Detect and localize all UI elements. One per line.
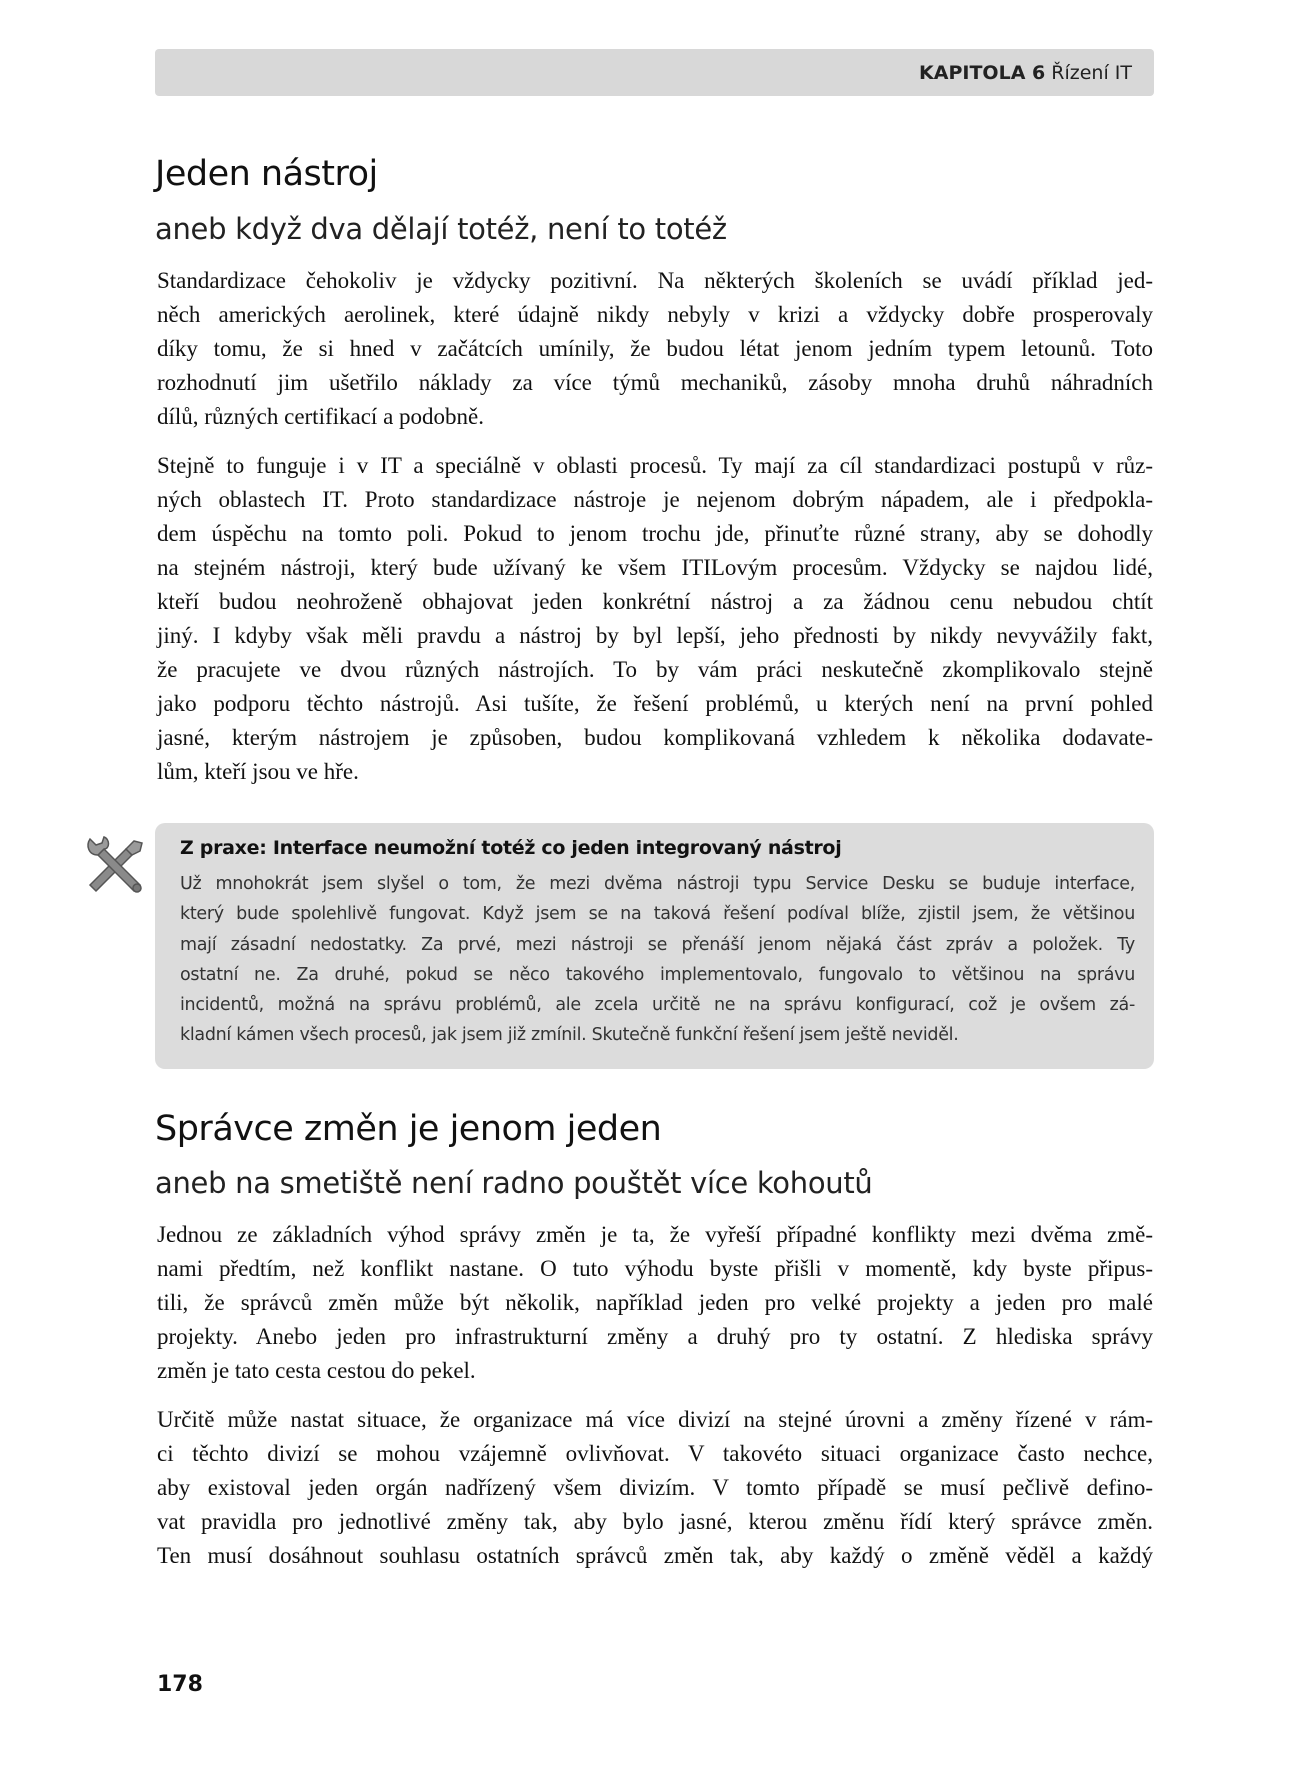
text-line: Už mnohokrát jsem slyšel o tom, že mezi dvěma nástroji typu Service Desku se buduje interface, [180, 874, 1135, 894]
callout-body [180, 869, 1135, 1051]
text-line: změn je tato cesta cestou do pekel. [157, 1358, 476, 1383]
paragraph-urcite-muze-nastat [157, 1403, 1153, 1573]
text-line: Jednou ze základních výhod správy změn je ta, že vyřeší případné konflikty mezi dvěma změ- [157, 1222, 1153, 1247]
running-header [155, 49, 1154, 96]
page-number: 178 [157, 1672, 203, 1697]
text-line: incidentů, možná na správu problémů, ale zcela určitě ne na správu konfigurací, což je ovšem zá- [180, 995, 1135, 1016]
section-subtitle-spravce-zmen: aneb na smetiště není radno pouštět více kohoutů [155, 1166, 873, 1200]
paragraph-jednou-ze-zakladnich [157, 1218, 1153, 1388]
paragraph-standardizace [157, 264, 1153, 434]
text-line: aby existoval jeden orgán nadřízený všem divizím. V tomto případě se musí pečlivě defino- [157, 1475, 1153, 1500]
text-line: dílů, různých certifikací a podobně. [157, 404, 484, 429]
text-line: kteří budou neohroženě obhajovat jeden konkrétní nástroj a za žádnou cenu nebudou chtít [157, 589, 1153, 614]
chapter-title: Řízení IT [1051, 62, 1132, 84]
text-line: že pracujete ve dvou různých nástrojích. To by vám práci neskutečně zkomplikovalo stejně [157, 657, 1153, 682]
section-title-spravce-zmen: Správce změn je jenom jeden [155, 1109, 662, 1149]
text-line: tili, že správců změn může být několik, například jeden pro velké projekty a jeden pro malé [157, 1290, 1153, 1315]
section-subtitle-jeden-nastroj: aneb když dva dělají totéž, není to totéž [155, 212, 727, 246]
text-line: nami předtím, než konflikt nastane. O tuto výhodu byste přišli v momentě, kdy byste připus- [157, 1256, 1153, 1281]
text-line: jiný. I kdyby však měli pravdu a nástroj by byl lepší, jeho přednosti by nikdy nevyvážily fakt, [157, 623, 1153, 648]
text-line: Ten musí dosáhnout souhlasu ostatních správců změn tak, aby každý o změně věděl a každý [157, 1543, 1153, 1568]
text-line: Standardizace čehokoliv je vždycky pozitivní. Na některých školeních se uvádí příklad jed- [157, 268, 1153, 293]
text-line: dem úspěchu na tomto poli. Pokud to jenom trochu jde, přinuťte různé strany, aby se dohodly [157, 521, 1153, 546]
text-line: na stejném nástroji, který bude užívaný ke všem ITILovým procesům. Vždycky se najdou lidé, [157, 555, 1153, 580]
text-line: jako podporu těchto nástrojů. Asi tušíte, že řešení problémů, u kterých není na první pohled [157, 691, 1153, 716]
text-line: něch amerických aerolinek, které údajně nikdy nebyly v krizi a vždycky dobře prosperovaly [157, 302, 1153, 327]
text-line: mají zásadní nedostatky. Za prvé, mezi nástroji se přenáší jenom nějaká část zpráv a položek. Ty [180, 934, 1135, 955]
text-line: ci těchto divizí se mohou vzájemně ovlivňovat. V takovéto situaci organizace často nechce, [157, 1441, 1153, 1466]
text-line: lům, kteří jsou ve hře. [157, 759, 359, 784]
text-line: díky tomu, že si hned v začátcích umínily, že budou létat jenom jedním typem letounů. Toto [157, 336, 1153, 361]
text-line: vat pravidla pro jednotlivé změny tak, aby bylo jasné, kterou změnu řídí který správce změn. [157, 1509, 1153, 1534]
practice-callout [155, 823, 1154, 1069]
text-line: rozhodnutí jim ušetřilo náklady za více týmů mechaniků, zásoby mnoha druhů náhradních [157, 370, 1153, 395]
section-title-jeden-nastroj: Jeden nástroj [155, 154, 378, 194]
tools-icon [82, 833, 148, 899]
text-line: kladní kámen všech procesů, jak jsem již zmínil. Skutečně funkční řešení jsem ještě neviděl. [180, 1025, 959, 1046]
text-line: ných oblastech IT. Proto standardizace nástroje je nejenom dobrým nápadem, ale i předpokla- [157, 487, 1153, 512]
text-line: jasné, kterým nástrojem je způsoben, budou komplikovaná vzhledem k několika dodavate- [157, 725, 1153, 750]
text-line: Určitě může nastat situace, že organizace má více divizí na stejné úrovni a změny řízené v rám- [157, 1407, 1153, 1432]
chapter-label: KAPITOLA 6 [919, 62, 1046, 84]
text-line: projekty. Anebo jeden pro infrastrukturní změny a druhý pro ty ostatní. Z hlediska správy [157, 1324, 1153, 1349]
paragraph-stejne-to-funguje [157, 449, 1153, 789]
header-text [919, 62, 1132, 84]
text-line: Stejně to funguje i v IT a speciálně v oblasti procesů. Ty mají za cíl standardizaci postupů v růz- [157, 453, 1153, 478]
callout-title: Z praxe: Interface neumožní totéž co jeden integrovaný nástroj [180, 837, 842, 859]
text-line: který bude spolehlivě fungovat. Když jsem se na taková řešení podíval blíže, zjistil jsem, že většinou [180, 904, 1135, 925]
text-line: ostatní ne. Za druhé, pokud se něco takového implementovalo, fungovalo to většinou na správu [180, 964, 1135, 985]
